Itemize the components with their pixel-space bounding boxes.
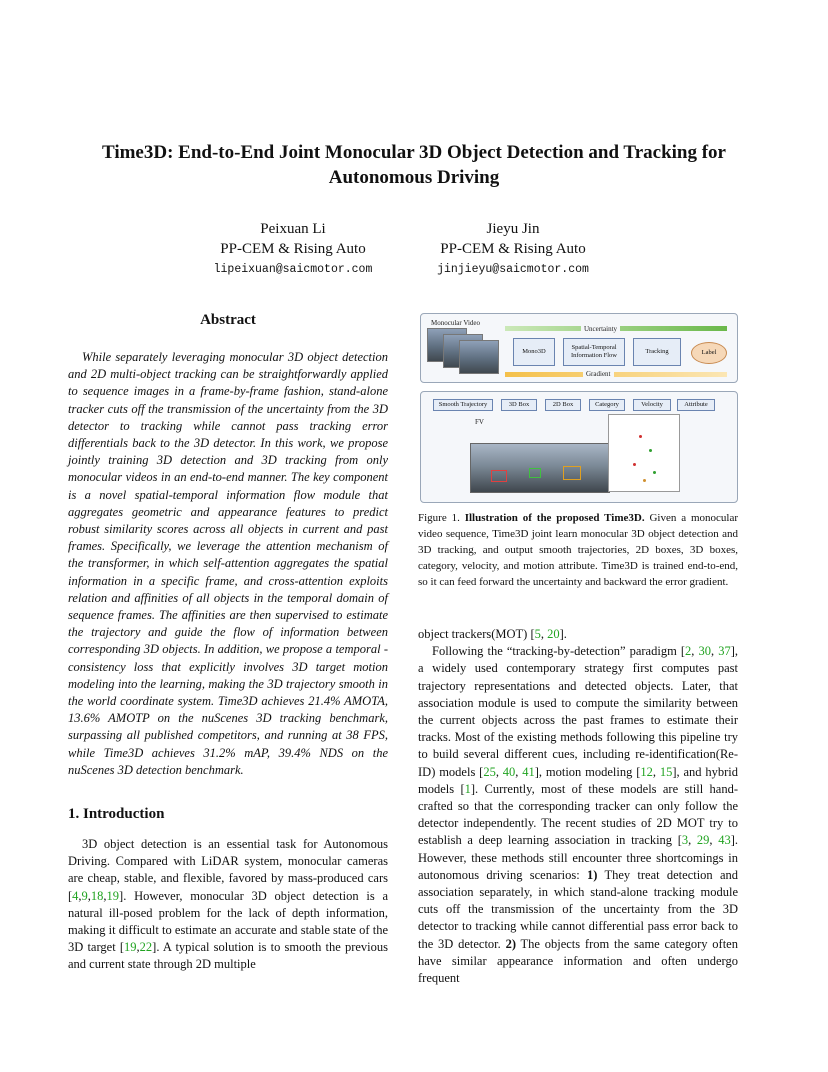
abstract-heading: Abstract — [200, 312, 256, 328]
citation-link[interactable]: 9 — [81, 888, 88, 903]
title-line-2: Autonomous Driving — [328, 167, 500, 188]
tracking-block: Tracking — [633, 338, 681, 366]
title-line-1: Time3D: End-to-End Joint Monocular 3D Object Detection and Tracking for — [101, 142, 726, 163]
bev-object-icon — [653, 471, 656, 474]
author-name: Jieyu Jin — [486, 221, 540, 237]
author-block-1 — [173, 219, 413, 281]
output-3d-box: 3D Box — [501, 399, 537, 411]
citation-link[interactable]: 1 — [464, 781, 471, 796]
output-smooth-trajectory: Smooth Trajectory — [433, 399, 493, 411]
fv-label: FV — [475, 418, 484, 426]
citation-link[interactable]: 5 — [534, 627, 541, 641]
output-category: Category — [589, 399, 625, 411]
intro-paragraph: 3D object detection is an essential task for Autonomous Driving. Compared with LiDAR system, monocular cameras are cheap, stable, and flexible, favored by mass-produced cars [4,9,18,19]. However, monocular 3D object detection is a natural ill-posed problem for the lack of depth information, making it difficult to estimate an accurate and stable state of the 3D target [19,22]. A typical solution is to smooth the previous and current state through 2D multiple — [68, 837, 388, 972]
citation-link[interactable]: 43 — [718, 833, 731, 848]
uncertainty-label: Uncertainty — [581, 325, 620, 333]
stif-block: Spatial-Temporal Information Flow — [563, 338, 625, 366]
citation-link[interactable]: 19 — [106, 888, 120, 903]
citation-link[interactable]: 19 — [124, 940, 137, 955]
citation-link[interactable]: 41 — [522, 764, 535, 779]
citation-link[interactable]: 12 — [640, 764, 653, 779]
gradient-label: Gradient — [583, 370, 614, 378]
detection-box-icon — [529, 468, 541, 478]
author-block-2 — [393, 219, 633, 281]
output-2d-box: 2D Box — [545, 399, 581, 411]
video-frame-icon — [459, 340, 499, 374]
gradient-arrow-icon — [505, 372, 727, 377]
intro-left-column — [68, 836, 388, 974]
author-affiliation: PP-CEM & Rising Auto — [220, 241, 366, 257]
citation-link[interactable]: 22 — [139, 940, 153, 955]
figure-1-diagram — [420, 313, 738, 503]
citation-link[interactable]: 40 — [502, 764, 516, 779]
intro-continuation: object trackers(MOT) [5, 20]. — [418, 627, 567, 641]
pipeline-panel — [420, 313, 738, 383]
citation-link[interactable]: 3 — [681, 833, 689, 848]
citation-link[interactable]: 15 — [659, 764, 673, 779]
citation-link[interactable]: 20 — [547, 627, 560, 641]
birds-eye-view-image — [608, 414, 680, 492]
bev-object-icon — [633, 463, 636, 466]
label-block: Label — [691, 342, 727, 364]
citation-link[interactable]: 30 — [698, 644, 711, 659]
author-name: Peixuan Li — [260, 221, 326, 237]
abstract-body: While separately leveraging monocular 3D object detection and 2D multi-object tracking can be straightforwardly applied to sequence images in a frame-by-frame fashion, stand-alone tracker cuts off the transmission of the uncertainty from the 3D detector to tracking while cannot pass tracking error differentials back to the 3D detector. In this work, we propose jointly training 3D detection and 3D tracking from only monocular videos in an end-to-end manner. The key component is a novel spatial-temporal information flow module that aggregates geometric and appearance features to predict robust similarity scores across all objects in current and past frames. Specifically, we leverage the attention mechanism of the transformer, in which self-attention aggregates the spatial information in a specific frame, and cross-attention exploits relation and affinities of all objects in the temporal domain of sequence frames. The affinities are then supervised to estimate the trajectory and guide the flow of information between corresponding 3D objects. In addition, we propose a temporal -consistency loss that explicitly involves 3D target motion modeling into the learning, making the 3D trajectory smooth in the world coordinate system. Time3D achieves 21.4% AMOTA, 13.6% AMOTP on the nuScenes 3D tracking benchmark, surpassing all published competitors, and running at 38 FPS, while Time3D achieves 31.2% mAP, 39.4% NDS on the nuScenes 3D detection benchmark. — [68, 350, 388, 777]
figure-1-caption: Figure 1. Illustration of the proposed Time3D. Given a monocular video sequence, Time3D joint learn monocular 3D object detection and 3D tracking, and output smooth trajectories, 2D boxes, 3D boxes, category, velocity, and motion attribute. Time3D is trained end-to-end, so it can feed forward the uncertainty and backward the error gradient. — [418, 512, 739, 588]
citation-link[interactable]: 25 — [483, 764, 496, 779]
citation-link[interactable]: 37 — [718, 644, 731, 659]
author-affiliation: PP-CEM & Rising Auto — [440, 241, 586, 257]
author-email[interactable]: lipeixuan@saicmotor.com — [213, 263, 373, 276]
paper-title — [40, 140, 788, 190]
citation-link[interactable]: 29 — [696, 833, 710, 848]
front-view-image — [470, 443, 610, 493]
monocular-video-label: Monocular Video — [431, 319, 481, 327]
mono3d-block: Mono3D — [513, 338, 555, 366]
citation-link[interactable]: 2 — [685, 644, 692, 659]
bev-object-icon — [639, 435, 642, 438]
bev-object-icon — [649, 449, 652, 452]
detection-box-icon — [563, 466, 581, 480]
output-velocity: Velocity — [633, 399, 671, 411]
author-email[interactable]: jinjieyu@saicmotor.com — [437, 263, 589, 276]
detection-box-icon — [491, 470, 507, 482]
citation-link[interactable]: 18 — [90, 888, 104, 903]
citation-link[interactable]: 4 — [72, 888, 79, 903]
introduction-heading: 1. Introduction — [68, 806, 165, 822]
intro-paragraph: Following the “tracking-by-detection” paradigm [2, 30, 37], a widely used contemporary strategy first computes past trajectory representations and detected objects. Later, that association module is used to compute the similarity between the current objects across the past frames to estimate their tracks. Most of the existing methods following this pipeline try to build several different cues, including re-identification(Re-ID) models [25, 40, 41], motion modeling [12, 15], and hybrid models [1]. Currently, most of these models are still hand-crafted so that the corresponding tracker can only follow the detector independently. The recent studies of 2D MOT try to establish a deep learning association in tracking [3, 29, 43]. However, these methods still encounter three shortcomings in autonomous driving scenarios: 1) They treat detection and association separately, in which stand-alone tracking module cuts off the transmission of the uncertainty from the 3D detector to tracking while cannot differential pass error back to the 3D detector. 2) The objects from the same category often have similar appearance information and often undergo frequent — [418, 644, 739, 986]
intro-right-column — [418, 626, 738, 987]
output-attribute: Attribute — [677, 399, 715, 411]
bev-object-icon — [643, 479, 646, 482]
